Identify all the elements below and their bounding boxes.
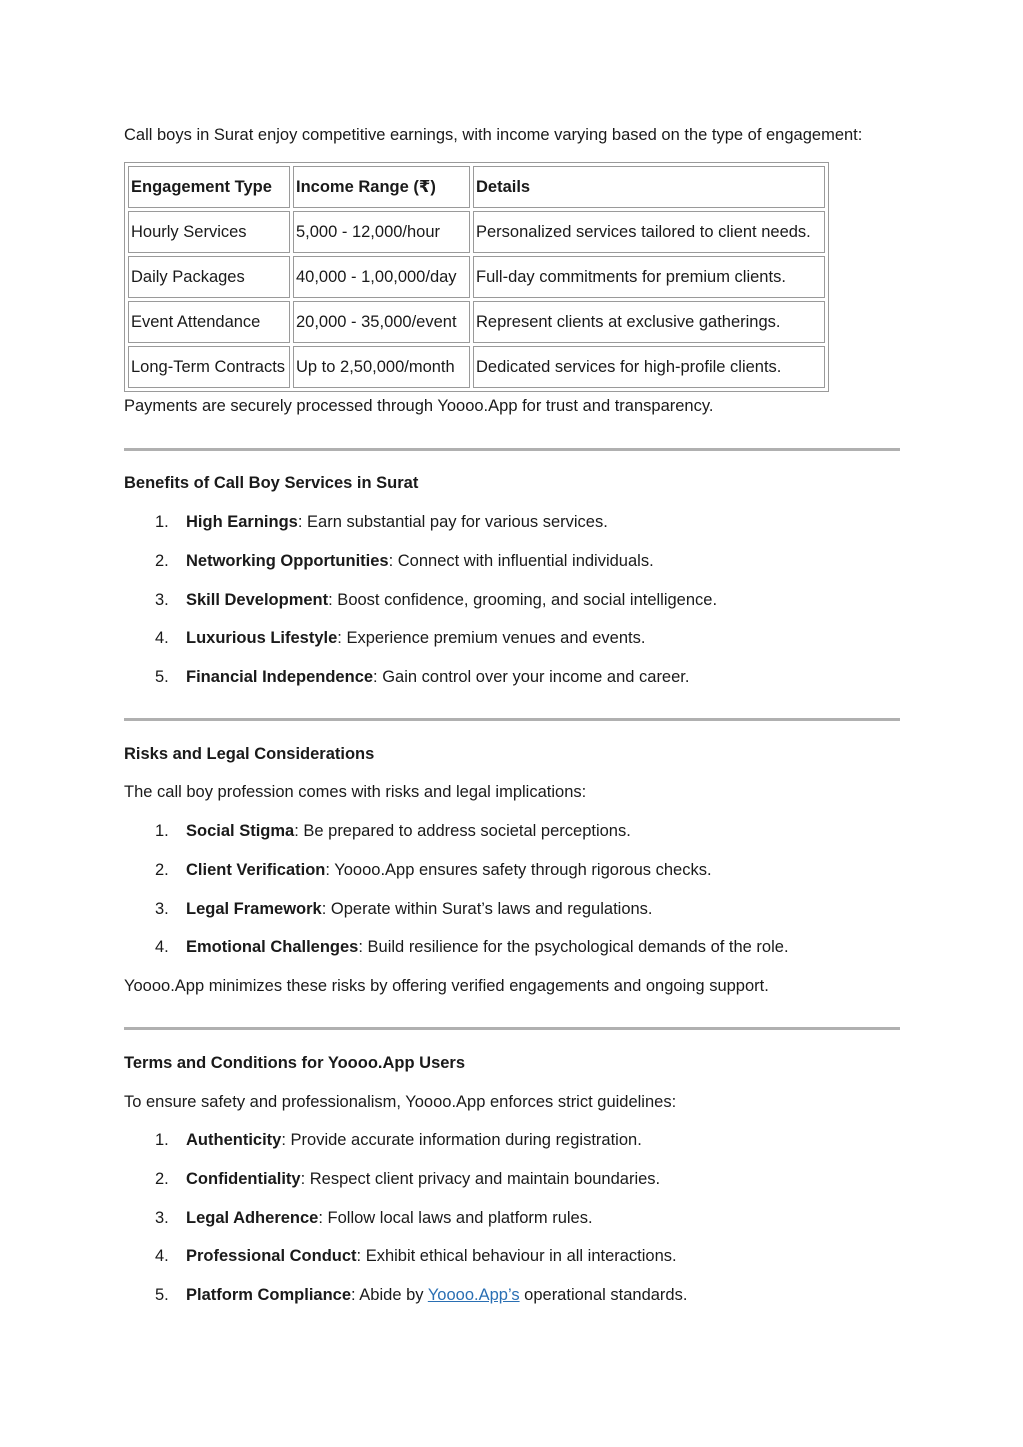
table-row	[128, 211, 825, 253]
benefits-heading: Benefits of Call Boy Services in Surat	[124, 474, 419, 492]
list-text: : Build resilience for the psychological demands of the role.	[358, 938, 789, 957]
list-number: 5.	[155, 668, 169, 686]
table-cell: Represent clients at exclusive gatherings.	[473, 301, 825, 343]
table-cell: Up to 2,50,000/month	[293, 346, 470, 388]
section-divider	[124, 448, 900, 451]
list-term: Emotional Challenges	[186, 938, 359, 957]
list-number: 2.	[155, 860, 169, 879]
table-cell: Dedicated services for high-profile clients.	[473, 346, 825, 388]
terms-list	[124, 1129, 687, 1323]
list-text: : Gain control over your income and career.	[373, 668, 690, 686]
list-number: 4.	[155, 1247, 169, 1266]
list-term: Social Stigma	[186, 822, 295, 840]
list-item	[124, 666, 717, 705]
risks-heading: Risks and Legal Considerations	[124, 745, 375, 763]
benefits-list	[124, 511, 717, 705]
table-cell: 20,000 - 35,000/event	[293, 301, 470, 343]
list-number: 3.	[155, 1208, 169, 1227]
table-row	[128, 301, 825, 343]
list-term: Legal Adherence	[186, 1208, 319, 1227]
list-term: Legal Framework	[186, 899, 322, 918]
list-term: Professional Conduct	[186, 1247, 357, 1266]
table-row	[128, 256, 825, 298]
table-header-row	[128, 166, 825, 208]
list-text: : Earn substantial pay for various services.	[297, 513, 608, 531]
table-cell: 5,000 - 12,000/hour	[293, 211, 470, 253]
list-text: : Connect with influential individuals.	[388, 551, 654, 570]
list-term: Financial Independence	[186, 668, 374, 686]
table-cell: Long-Term Contracts	[128, 346, 290, 388]
list-item	[124, 898, 789, 937]
table-cell: 40,000 - 1,00,000/day	[293, 256, 470, 298]
list-text: : Operate within Surat’s laws and regulations.	[321, 899, 653, 918]
risks-list	[124, 820, 789, 975]
list-term: Networking Opportunities	[186, 551, 389, 570]
list-item	[124, 1207, 687, 1246]
terms-heading: Terms and Conditions for Yoooo.App Users	[124, 1054, 466, 1072]
list-item	[124, 820, 789, 859]
yoooo-app-link[interactable]: Yoooo.App’s	[427, 1286, 520, 1304]
list-item	[124, 550, 717, 589]
list-number: 1.	[155, 513, 169, 531]
list-item	[124, 589, 717, 628]
table-header-cell: Details	[473, 166, 825, 208]
table-cell: Daily Packages	[128, 256, 290, 298]
list-text: : Yoooo.App ensures safety through rigorous checks.	[325, 860, 712, 879]
table-cell: Hourly Services	[128, 211, 290, 253]
table-row	[128, 346, 825, 388]
list-item	[124, 1284, 687, 1323]
list-text: operational standards.	[519, 1286, 688, 1304]
section-divider	[124, 1027, 900, 1030]
list-item	[124, 511, 717, 550]
table-cell: Event Attendance	[128, 301, 290, 343]
list-term: Authenticity	[186, 1131, 282, 1149]
risks-intro: The call boy profession comes with risks and legal implications:	[124, 783, 587, 801]
list-number: 4.	[155, 629, 169, 648]
list-text: : Exhibit ethical behaviour in all interactions.	[356, 1247, 677, 1266]
list-item	[124, 1245, 687, 1284]
list-number: 3.	[155, 899, 169, 918]
list-text: : Boost confidence, grooming, and social intelligence.	[328, 590, 718, 609]
list-item	[124, 627, 717, 666]
list-term: Confidentiality	[186, 1169, 301, 1188]
list-text: : Respect client privacy and maintain boundaries.	[300, 1169, 661, 1188]
list-item	[124, 859, 789, 898]
risks-outro: Yoooo.App minimizes these risks by offering verified engagements and ongoing support.	[124, 977, 769, 995]
terms-intro: To ensure safety and professionalism, Yoooo.App enforces strict guidelines:	[124, 1093, 677, 1111]
list-number: 2.	[155, 551, 169, 570]
list-text: : Follow local laws and platform rules.	[318, 1208, 593, 1227]
table-header-cell: Income Range (₹)	[293, 166, 470, 208]
list-number: 1.	[155, 822, 169, 840]
list-text: : Provide accurate information during registration.	[281, 1131, 642, 1149]
section-divider	[124, 718, 900, 721]
table-cell: Full-day commitments for premium clients.	[473, 256, 825, 298]
income-table	[124, 162, 829, 392]
table-cell: Personalized services tailored to client needs.	[473, 211, 825, 253]
list-number: 4.	[155, 938, 169, 957]
list-text: : Abide by	[351, 1286, 428, 1304]
list-term: Luxurious Lifestyle	[186, 629, 338, 648]
list-number: 3.	[155, 590, 169, 609]
list-item	[124, 1168, 687, 1207]
list-text: : Experience premium venues and events.	[337, 629, 646, 648]
payment-note: Payments are securely processed through Yoooo.App for trust and transparency.	[124, 397, 714, 415]
list-item	[124, 936, 789, 975]
intro-paragraph: Call boys in Surat enjoy competitive earnings, with income varying based on the type of engagement:	[124, 126, 863, 144]
list-number: 5.	[155, 1286, 169, 1304]
list-term: Client Verification	[186, 860, 326, 879]
list-term: Skill Development	[186, 590, 329, 609]
list-term: High Earnings	[186, 513, 298, 531]
table-header-cell: Engagement Type	[128, 166, 290, 208]
list-number: 1.	[155, 1131, 169, 1149]
list-number: 2.	[155, 1169, 169, 1188]
list-term: Platform Compliance	[186, 1286, 352, 1304]
list-item	[124, 1129, 687, 1168]
list-text: : Be prepared to address societal perceptions.	[294, 822, 631, 840]
